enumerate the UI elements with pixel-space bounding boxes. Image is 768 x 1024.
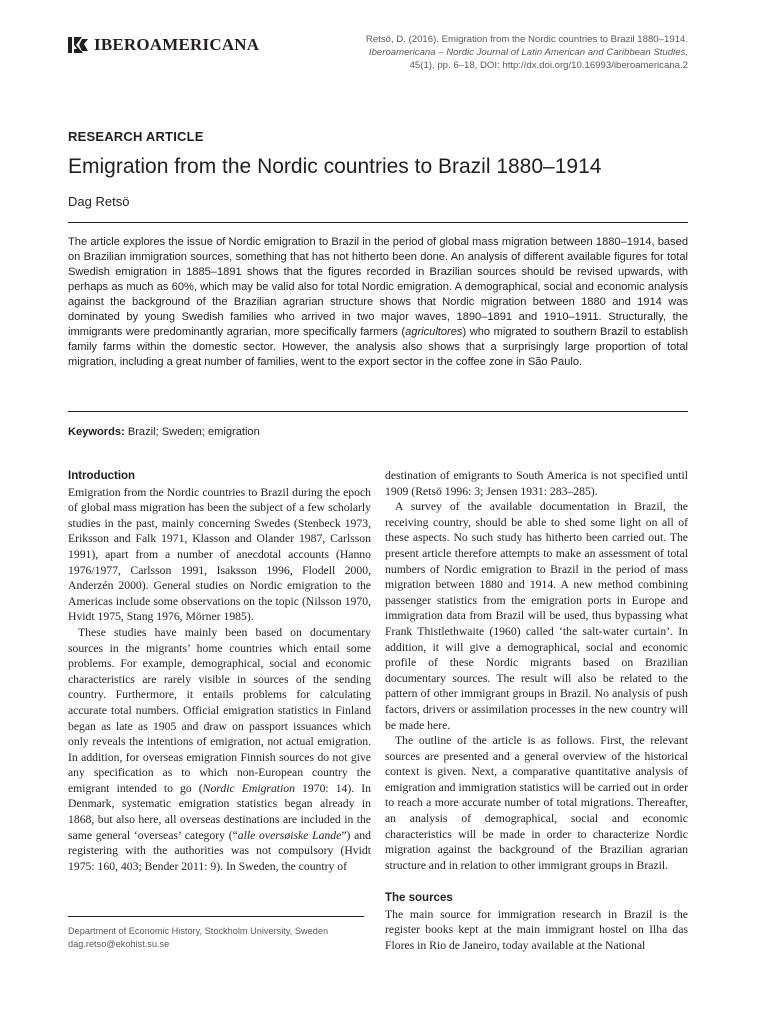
keywords-label: Keywords:: [68, 426, 125, 438]
paragraph-text: ”) and registering with the authorities was not compulsory (Hvidt 1975: 160, 403; Bender 2011: 9). In Sweden, the country of: [68, 828, 371, 873]
divider: [68, 222, 688, 223]
abstract-text: ) who migrated to southern Brazil to establish family farms within the domestic sector. However, the analysis also shows that a surprisingly large proportion of total migration, including a great number of families, went to the export sector in the coffee zone in São Paulo.: [68, 326, 688, 368]
article-type: RESEARCH ARTICLE: [68, 129, 204, 144]
italic-title: Nordic Emigration: [202, 781, 295, 795]
iberoamericana-logo-icon: [68, 35, 88, 55]
paragraph-text: 1970: 14). In Denmark, systematic emigration statistics began already in 1868, but also here, all overseas destinations are included in the same general ‘overseas’ category (“: [68, 781, 371, 842]
author-name: Dag Retsö: [68, 194, 130, 209]
abstract-text: The article explores the issue of Nordic emigration to Brazil in the period of global mass migration between 1880–1914, based on Brazilian immigration sources, something that has not hitherto been done. An analysis of different available figures for total Swedish emigration in 1885–1891 shows that the figures recorded in Brazilian sources should be revised upwards, with perhaps as much as 60%, which may be valid also for total Nordic emigration. A demographical, social and economic analysis against the background of the Brazilian agrarian structure shows that Nordic migration between 1880 and 1914 was dominated by young Swedish families who arrived in two major waves, 1890–1891 and 1910–1911. Structurally, the immigrants were predominantly agrarian, more specifically farmers (: [68, 236, 688, 338]
citation-line: Retsö, D. (2016). Emigration from the Nordic countries to Brazil 1880–1914.: [365, 34, 688, 45]
paragraph: A survey of the available documentation in Brazil, the receiving country, should be able to shed some light on all of these aspects. No such study has hitherto been carried out. The present article therefore attempts to make an assessment of total numbers of Nordic emigration to Brazil in the period of mass migration between 1880 and 1914. A new method combining passenger statistics from the emigration ports in Europe and immigration data from Brazil will be used, thus bypassing what Frank Thistlethwaite (1960) called ‘the salt-water curtain’. In addition, it will give a demographical, social and economic profile of these Nordic migrants based on Brazilian documentary sources. The result will also be related to the pattern of other immigrant groups in Brazil. No analysis of push factors, drivers or assimilation processes in the new country will be made here.: [385, 500, 688, 732]
paragraph-text: These studies have mainly been based on documentary sources in the migrants’ home countries which entail some problems. For example, demographical, social and economic characteristics are rarely visible in sources of the sending country. Furthermore, it entails problems for calculating accurate total numbers. Official emigration statistics in Finland began as late as 1905 and draw on passport issuances which only reveals the intentions of emigration, not actual emigration. In addition, for overseas emigration Finnish sources do not give any specification as to which non-European country the emigrant intended to go (: [68, 625, 371, 795]
section-heading-sources: The sources: [385, 892, 453, 904]
citation: [330, 33, 688, 72]
paragraph: Emigration from the Nordic countries to Brazil during the epoch of global mass migration has been the subject of a few scholarly studies in the past, mainly concerning Swedes (Stenbeck 1973, Eriksson and Falk 1971, Klasson and Olander 1987, Carlsson 1991), apart from a number of anecdotal accounts (Hanno 1976/1977, Carlsson 1991, Isaksson 1996, Flodell 2000, Anderzén 2000). General studies on Nordic emigration to the Americas include some observations on the topic (Nilsson 1970, Hvidt 1975, Stang 1976, Mörner 1985).: [68, 485, 371, 624]
keywords: [68, 426, 260, 438]
right-column-content: [385, 468, 688, 873]
paragraph: The outline of the article is as follows. First, the relevant sources are presented and a general overview of the historical context is given. Next, a comparative quantitative analysis of emigration and immigration statistics will be carried out in order to reach a more accurate number of total migrations. Thereafter, an analysis of demographical, social and economic characteristics will be made in order to characterize Nordic migration against the background of the Brazilian agrarian structure and in relation to other immigrant groups in Brazil.: [385, 734, 688, 872]
paragraph-continued: destination of emigrants to South America is not specified until 1909 (Retsö 1996: 3; Jensen 1931: 283–285).: [385, 469, 688, 498]
author-email[interactable]: dag.retso@ekohist.su.se: [68, 939, 170, 949]
footnote-divider: [68, 916, 364, 917]
keywords-list: Brazil; Sweden; emigration: [127, 426, 260, 438]
journal-logo: [68, 33, 259, 57]
citation-journal-line: Iberoamericana – Nordic Journal of Latin American and Caribbean Studies,: [368, 47, 688, 58]
abstract: [68, 235, 688, 370]
article-title: Emigration from the Nordic countries to Brazil 1880–1914: [68, 155, 602, 178]
affiliation: Department of Economic History, Stockholm University, Sweden: [68, 926, 329, 936]
paragraph: [68, 625, 371, 875]
citation-doi-line[interactable]: 45(1), pp. 6–18, DOI: http://dx.doi.org/10.16993/iberoamericana.2: [409, 60, 688, 71]
footnote: [68, 925, 368, 951]
section-heading-introduction: Introduction: [68, 470, 136, 482]
abstract-italic-term: agricultores: [405, 326, 463, 338]
sources-section: [385, 891, 688, 953]
left-column: [68, 469, 371, 874]
paragraph: The main source for immigration research in Brazil is the register books kept at the main immigrant hostel on Ilha das Flores in Rio de Janeiro, today available at the National: [385, 907, 688, 952]
italic-term: alle oversøiske Lande: [237, 828, 342, 842]
journal-name: IBEROAMERICANA: [94, 35, 260, 54]
divider: [68, 411, 688, 412]
